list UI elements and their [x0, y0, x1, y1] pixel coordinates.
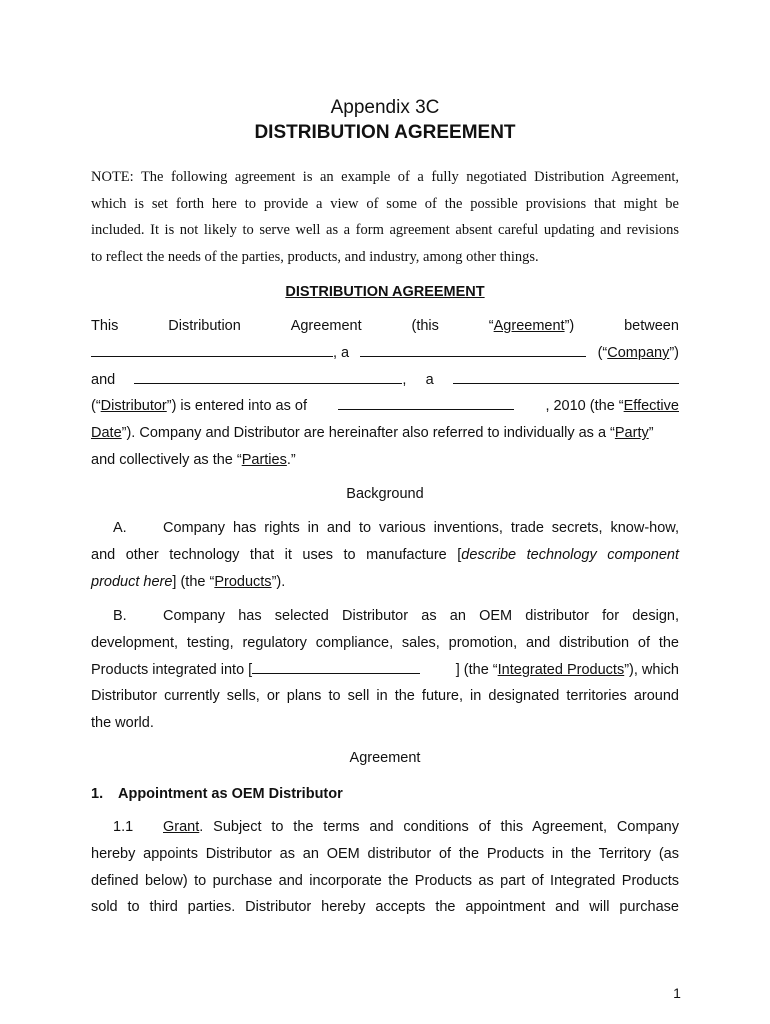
recital-b-line-4 [91, 683, 679, 710]
word: between [624, 318, 679, 334]
document-title: DISTRIBUTION AGREEMENT [254, 122, 516, 143]
effective-date-blank[interactable] [338, 395, 514, 410]
word: a [425, 371, 434, 388]
preamble-line-4 [91, 393, 679, 420]
note-line: NOTE: The following agreement is an example of a fully negotiated Distribution Agreement, [91, 169, 679, 185]
recital-b-line-2 [91, 630, 679, 657]
section-number: 1. [91, 786, 104, 802]
text: hereby appoints Distributor as an OEM distributor of the Products in the Territory (as [91, 845, 679, 862]
effective-text [545, 393, 679, 420]
recital-label: A. [113, 520, 127, 536]
quote: (“ [91, 398, 101, 415]
section-title: Appointment as OEM Distributor [118, 786, 343, 802]
party2-line [134, 367, 406, 394]
text-group [91, 542, 679, 569]
text: ”). Company and Distributor are hereinafter also referred to individually as a “ [121, 425, 615, 442]
party1-name-blank[interactable] [91, 342, 333, 357]
products-term: Products [214, 573, 272, 590]
word: Distribution [168, 318, 241, 334]
party-term: Party [614, 425, 649, 442]
agreement-subtitle-text: DISTRIBUTION AGREEMENT [285, 284, 485, 300]
text: development, testing, regulatory compliance, sales, promotion, and distribution of the [91, 634, 679, 651]
quote: (“ [597, 344, 608, 361]
text: Company has rights in and to various inventions, trade secrets, know-how, [163, 520, 679, 536]
grant-term: Grant [163, 819, 200, 835]
text: ”). [271, 573, 286, 590]
recital-b [91, 603, 679, 737]
italic-text: describe technology component [461, 546, 679, 563]
note-paragraph [91, 164, 679, 270]
text: Company has selected Distributor as an OEM distributor for design, [163, 608, 679, 624]
agreement-heading: Agreement [349, 750, 421, 766]
integrated-products-term: Integrated Products [497, 661, 625, 678]
party2-type-blank[interactable] [453, 369, 679, 384]
note-line: to reflect the needs of the parties, products, and industry, among other things. [91, 248, 539, 265]
quote: “ [488, 318, 494, 334]
effective-term: Effective [623, 398, 679, 415]
distributor-defined-term [91, 393, 307, 420]
word: Agreement [290, 318, 362, 334]
quote: ”) [564, 318, 575, 334]
quote: ”) [669, 344, 679, 361]
text: ”) is entered into as of [166, 398, 307, 415]
word: (this [411, 318, 439, 334]
party2-name-blank[interactable] [134, 369, 402, 384]
party1-line [91, 340, 349, 367]
text: , 2010 (the “ [545, 398, 624, 415]
clause-line-4 [91, 894, 679, 921]
quote: ” [648, 425, 654, 442]
agreement-term: Agreement [493, 318, 565, 334]
clause-line-2 [91, 841, 679, 868]
text: sold to third parties. Distributor hereby accepts the appointment and will purchase [91, 899, 679, 916]
company-defined-term [598, 340, 679, 367]
recital-b-line-1 [91, 603, 679, 630]
preamble-paragraph [91, 313, 679, 474]
italic-text: product here [91, 573, 173, 590]
background-heading: Background [346, 486, 424, 502]
preamble-line-3 [91, 367, 679, 394]
agreement-defined-term [489, 313, 574, 340]
text: Distributor currently sells, or plans to sell in the future, in designated territories around [91, 688, 679, 705]
clause-number: 1.1 [113, 819, 134, 835]
integrated-product-blank[interactable] [252, 659, 420, 674]
text: and other technology that it uses to manufacture [ [91, 546, 462, 563]
clause-line-1 [91, 814, 679, 841]
text: and collectively as the “ [91, 451, 242, 468]
preamble-line-2 [91, 340, 679, 367]
clause-line-3 [91, 868, 679, 895]
text-group [456, 657, 679, 684]
preamble-line-5 [91, 420, 679, 447]
text: , a [333, 344, 350, 361]
agreement-subtitle [0, 282, 770, 302]
recital-a [91, 515, 679, 595]
recital-a-line-2 [91, 542, 679, 569]
text: Products integrated into [ [91, 661, 253, 678]
text: , [402, 371, 407, 388]
text: ] (the “ [172, 573, 215, 590]
company-term: Company [607, 344, 670, 361]
text: ] (the “ [455, 661, 498, 678]
recital-b-line-5 [91, 710, 679, 737]
text: ”), which [624, 661, 679, 678]
recital-a-line-1 [91, 515, 679, 542]
text: the world. [91, 715, 154, 732]
recital-b-line-3 [91, 657, 679, 684]
text: . Subject to the terms and conditions of this Agreement, Company [199, 819, 679, 835]
note-line: included. It is not likely to serve well as a form agreement absent careful updating and revisions [91, 222, 679, 238]
word: and [91, 371, 116, 388]
party1-type-blank[interactable] [360, 342, 586, 357]
clause-1-1 [91, 814, 679, 921]
text: .” [286, 451, 296, 468]
date-term: Date [91, 425, 122, 442]
recital-label: B. [113, 608, 127, 624]
preamble-line-1 [91, 313, 679, 340]
page-number: 1 [673, 985, 681, 1001]
recital-a-line-3 [91, 569, 679, 596]
section-1-heading [91, 784, 343, 804]
distributor-term: Distributor [100, 398, 167, 415]
appendix-label: Appendix 3C [330, 97, 440, 118]
parties-term: Parties [241, 451, 287, 468]
text: defined below) to purchase and incorporate the Products as part of Integrated Products [91, 872, 679, 889]
preamble-line-6 [91, 447, 679, 474]
note-line: which is set forth here to provide a view of some of the possible provisions that might be [91, 195, 679, 212]
word: This [91, 318, 119, 334]
text-group [91, 657, 420, 684]
